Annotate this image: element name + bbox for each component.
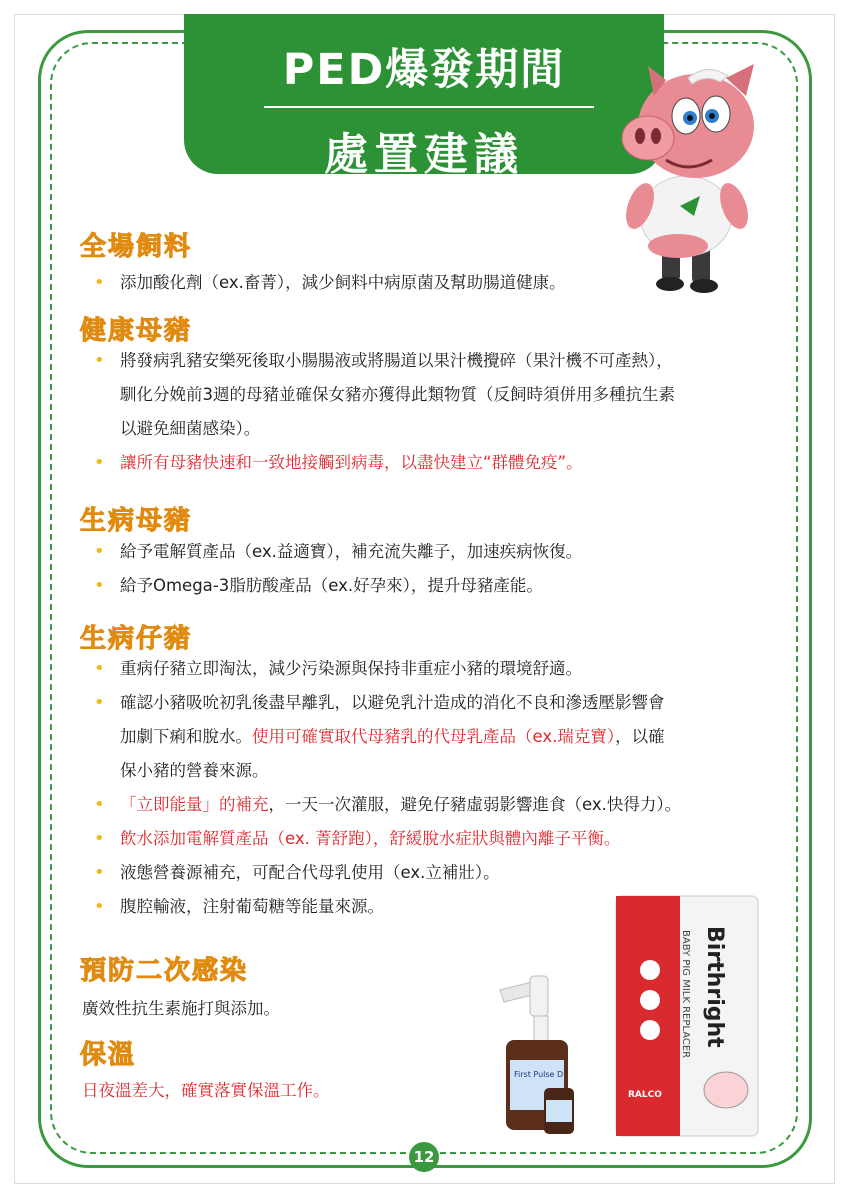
list-whole-farm-feed — [92, 266, 782, 300]
title-line1: PED爆發期間 — [282, 45, 566, 95]
bullet-icon: • — [94, 828, 105, 849]
bullet-icon: • — [94, 794, 105, 815]
title-line2: 處置建議 — [324, 129, 524, 180]
list-item: • 飲水添加電解質產品（ex. 菁舒跑），舒緩脫水症狀與體內離子平衡。 — [92, 822, 782, 856]
bag-brand: Birthright — [702, 926, 727, 1048]
bullet-icon: • — [94, 575, 105, 596]
keep-warm-text: 日夜溫差大，確實落實保溫工作。 — [82, 1081, 330, 1100]
heading-prevent-secondary-infection: 預防二次感染 — [80, 956, 249, 986]
list-item: • 腹腔輸液，注射葡萄糖等能量來源。 — [92, 890, 782, 924]
list-healthy-sows — [92, 344, 782, 480]
list-item: • 給予Omega-3脂肪酸產品（ex.好孕來），提升母豬產能。 — [92, 569, 782, 603]
list-item: • 讓所有母豬快速和一致地接觸到病毒，以盡快建立“群體免疫”。 — [92, 446, 782, 480]
bullet-icon: • — [94, 692, 105, 713]
list-item: • 重病仔豬立即淘汰，減少污染源與保持非重症小豬的環境舒適。 — [92, 652, 782, 686]
bullet-icon: • — [94, 272, 105, 293]
heading-keep-warm: 保溫 — [80, 1040, 137, 1070]
product-images — [470, 890, 780, 1150]
list-item: • 添加酸化劑（ex.畜菁），減少飼料中病原菌及幫助腸道健康。 — [92, 266, 782, 300]
title-divider — [264, 106, 594, 108]
list-item: • 液態營養源補充，可配合代母乳使用（ex.立補壯）。 — [92, 856, 782, 890]
heading-sick-piglets: 生病仔豬 — [80, 624, 193, 654]
page-number: 12 — [409, 1142, 439, 1172]
heading-healthy-sows: 健康母豬 — [80, 316, 193, 346]
bag-subtitle: BABY PIG MILK REPLACER — [680, 930, 691, 1059]
bullet-icon: • — [94, 658, 105, 679]
bullet-icon: • — [94, 541, 105, 562]
secondary-infection-text: 廣效性抗生素施打與添加。 — [82, 999, 280, 1018]
pig-mascot-illustration — [608, 56, 768, 296]
list-item: • 「立即能量」的補充，一天一次灌服，避免仔豬虛弱影響進食（ex.快得力）。 — [92, 788, 782, 822]
list-item: • 給予電解質產品（ex.益適寶），補充流失離子，加速疾病恢復。 — [92, 535, 782, 569]
list-item: • 將發病乳豬安樂死後取小腸腸液或將腸道以果汁機攪碎（果汁機不可產熱）， 馴化分娩前3週的母豬並確保女豬亦獲得此類物質（反飼時須併用多種抗生素 以避免細菌感染）。 — [92, 344, 782, 446]
bag-maker: RALCO — [628, 1090, 662, 1100]
bottle-label: First Pulse D — [514, 1070, 564, 1079]
products-illustration — [470, 890, 780, 1150]
heading-whole-farm-feed: 全場飼料 — [80, 232, 193, 262]
title-banner — [184, 14, 664, 180]
heading-sick-sows: 生病母豬 — [80, 506, 193, 536]
list-sick-sows — [92, 535, 782, 603]
list-item: • 確認小豬吸吮初乳後盡早離乳，以避免乳汁造成的消化不良和滲透壓影響會 加劇下痢和脫水。使用可確實取代母豬乳的代母乳產品（ex.瑞克寶），以確 保小豬的營養來源。 — [92, 686, 782, 788]
list-sick-piglets — [92, 652, 782, 924]
bullet-icon: • — [94, 350, 105, 371]
bullet-icon: • — [94, 896, 105, 917]
bullet-icon: • — [94, 862, 105, 883]
bullet-icon: • — [94, 452, 105, 473]
